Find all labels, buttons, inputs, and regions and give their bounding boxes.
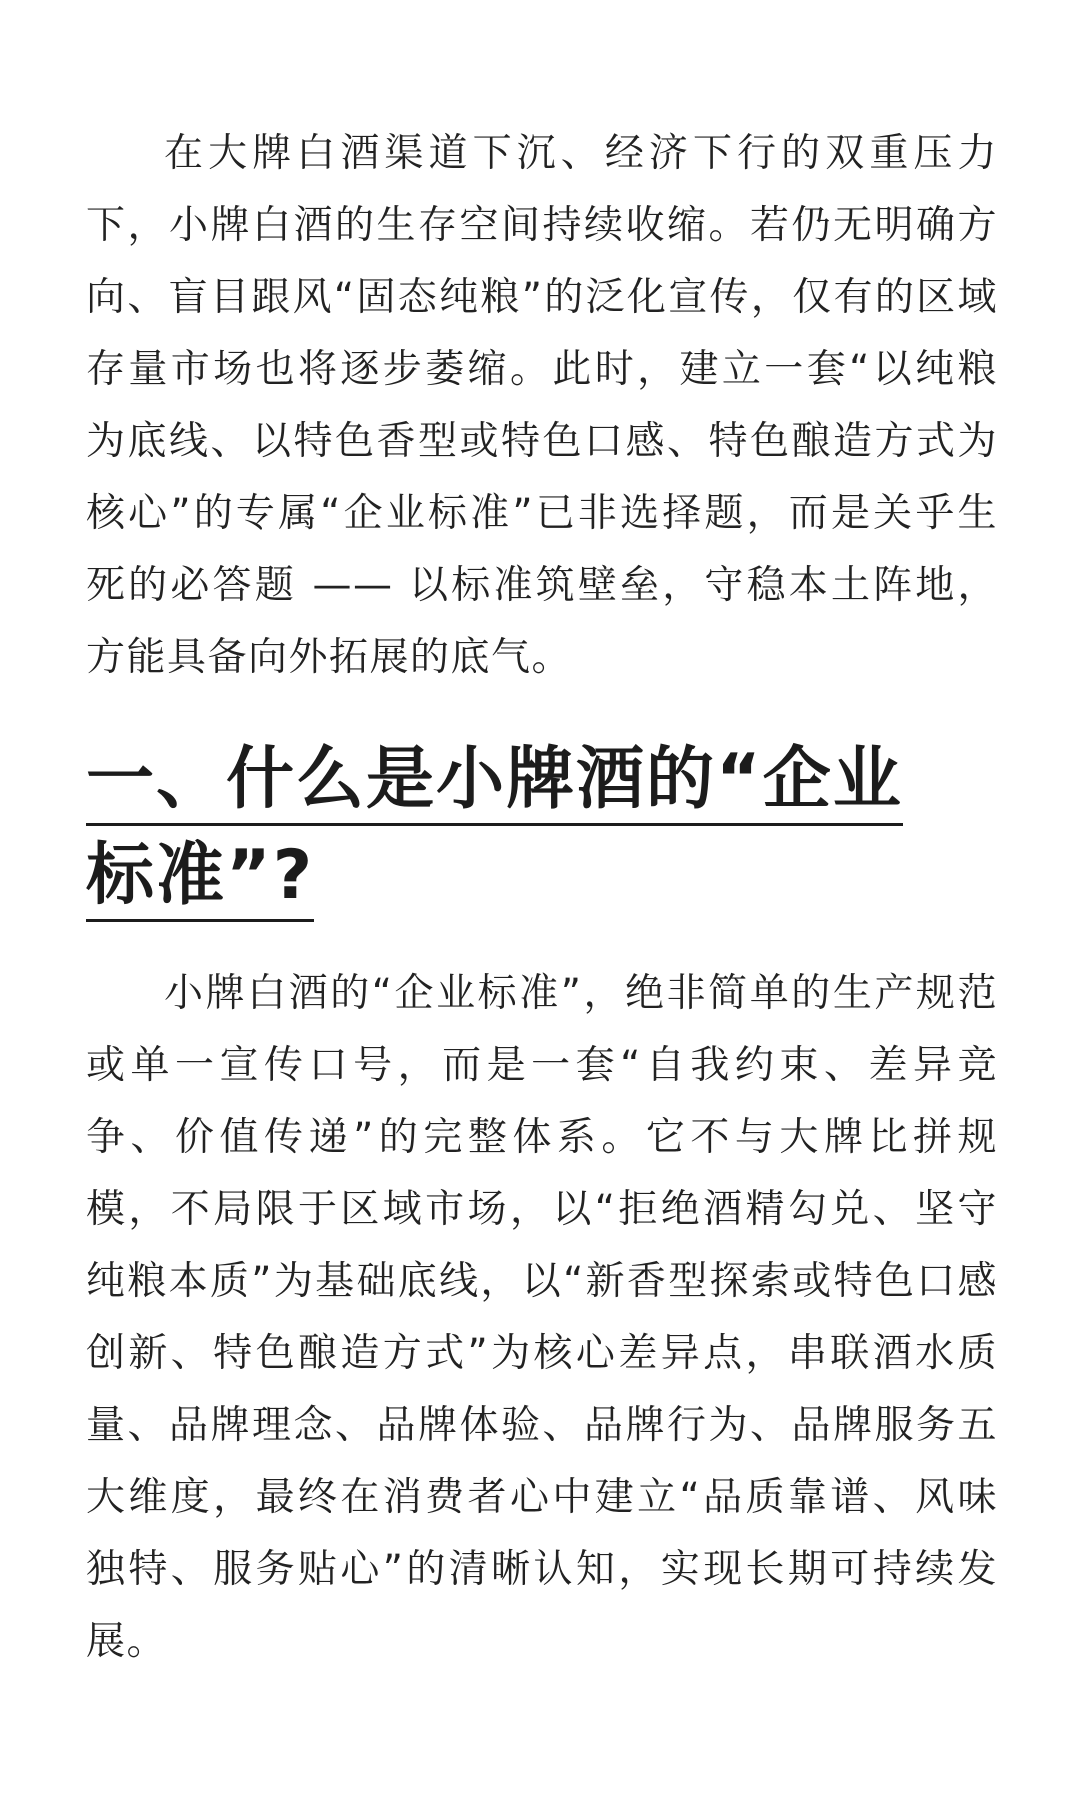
article-body [86, 118, 998, 1678]
section-heading-text: 一、什么是小牌酒的“企业标准”? [86, 740, 903, 922]
section-paragraph: 小牌白酒的“企业标准”，绝非简单的生产规范或单一宣传口号，而是一套“自我约束、差异竞争、价值传递”的完整体系。它不与大牌比拼规模，不局限于区域市场，以“拒绝酒精勾兑、坚守纯粮本质”为基础底线，以“新香型探索或特色口感创新、特色酿造方式”为核心差异点，串联酒水质量、品牌理念、品牌体验、品牌行为、品牌服务五大维度，最终在消费者心中建立“品质靠谱、风味独特、服务贴心”的清晰认知，实现长期可持续发展。 [86, 971, 998, 1664]
section-heading [86, 732, 946, 924]
intro-paragraph: 在大牌白酒渠道下沉、经济下行的双重压力下，小牌白酒的生存空间持续收缩。若仍无明确方向、盲目跟风“固态纯粮”的泛化宣传，仅有的区域存量市场也将逐步萎缩。此时，建立一套“以纯粮为底线、以特色香型或特色口感、特色酿造方式为核心”的专属“企业标准”已非选择题，而是关乎生死的必答题 —— 以标准筑壁垒，守稳本土阵地，方能具备向外拓展的底气。 [86, 131, 998, 680]
